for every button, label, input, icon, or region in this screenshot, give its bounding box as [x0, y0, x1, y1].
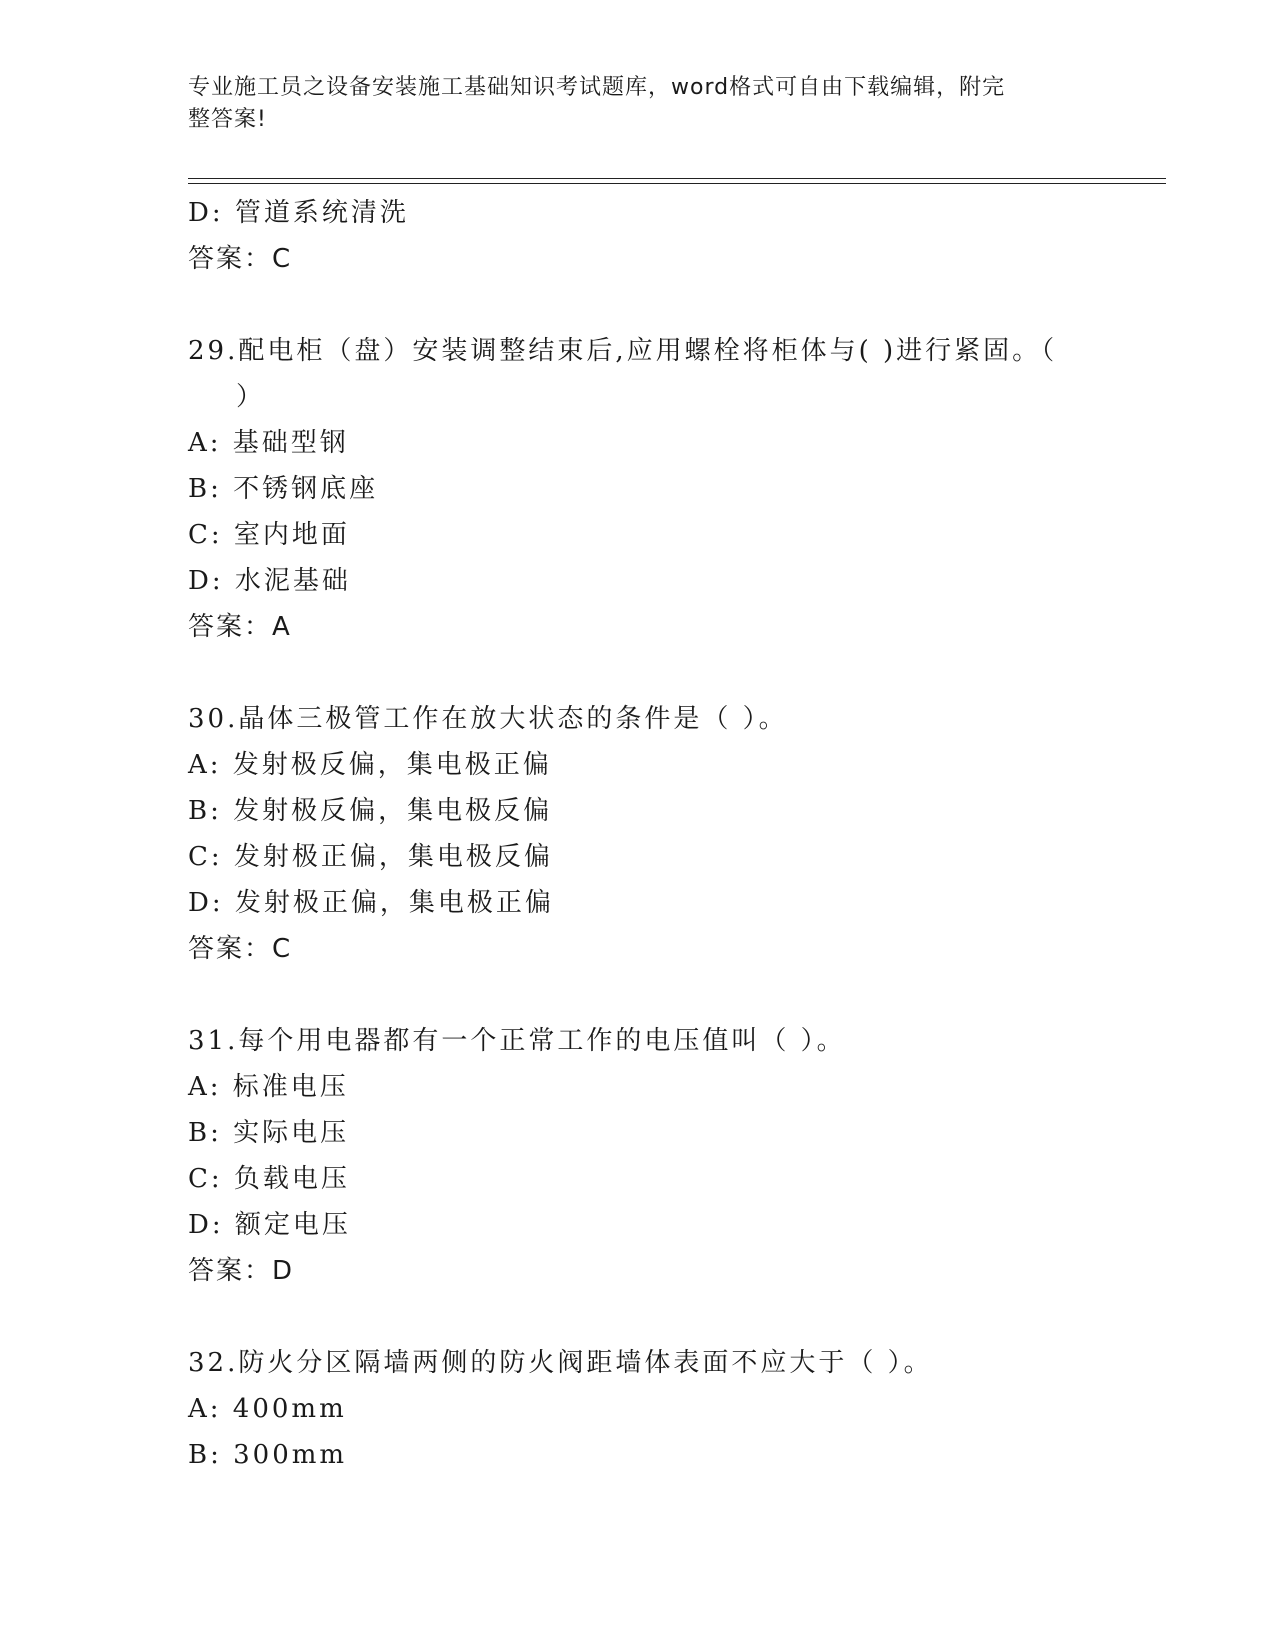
option-d-prev: D: 管道系统清洗 [188, 198, 409, 228]
question-31-option-d: D: 额定电压 [188, 1210, 351, 1240]
spacer [188, 282, 1088, 328]
question-29 [188, 328, 1088, 650]
question-32-option-b: B: 300mm [188, 1440, 348, 1470]
spacer [188, 650, 1088, 696]
question-29-text: 29.配电柜（盘）安装调整结束后,应用螺栓将柜体与( )进行紧固。（ [188, 336, 1058, 366]
question-32-option-a: A: 400mm [188, 1394, 347, 1424]
question-32-text: 32.防火分区隔墙两侧的防火阀距墙体表面不应大于（ ）。 [188, 1348, 933, 1378]
header-line-1: 专业施工员之设备安装施工基础知识考试题库，word格式可自由下载编辑，附完 [188, 75, 1006, 100]
question-30-option-b: B: 发射极反偏，集电极反偏 [188, 796, 553, 826]
question-30-text: 30.晶体三极管工作在放大状态的条件是（ ）。 [188, 704, 788, 734]
question-30-answer: 答案：C [188, 934, 293, 964]
question-29-option-b: B: 不锈钢底座 [188, 474, 379, 504]
question-29-answer: 答案：A [188, 612, 292, 642]
question-31-option-c: C: 负载电压 [188, 1164, 350, 1194]
question-30-option-c: C: 发射极正偏，集电极反偏 [188, 842, 553, 872]
document-body [188, 190, 1088, 1478]
question-29-option-a: A: 基础型钢 [188, 428, 349, 458]
document-header [188, 72, 1068, 136]
question-29-option-c: C: 室内地面 [188, 520, 350, 550]
question-32 [188, 1340, 1088, 1478]
header-line-2: 整答案! [188, 107, 267, 132]
header-divider [188, 178, 1166, 184]
question-29-option-d: D: 水泥基础 [188, 566, 351, 596]
question-31-option-a: A: 标准电压 [188, 1072, 349, 1102]
answer-prev: 答案：C [188, 244, 293, 274]
spacer [188, 972, 1088, 1018]
question-30 [188, 696, 1088, 972]
question-29-text-cont: ） [236, 382, 266, 412]
question-31 [188, 1018, 1088, 1294]
spacer [188, 1294, 1088, 1340]
question-31-option-b: B: 实际电压 [188, 1118, 350, 1148]
question-31-text: 31.每个用电器都有一个正常工作的电压值叫（ ）。 [188, 1026, 846, 1056]
question-30-option-a: A: 发射极反偏，集电极正偏 [188, 750, 552, 780]
question-31-answer: 答案：D [188, 1256, 295, 1286]
question-30-option-d: D: 发射极正偏，集电极正偏 [188, 888, 554, 918]
